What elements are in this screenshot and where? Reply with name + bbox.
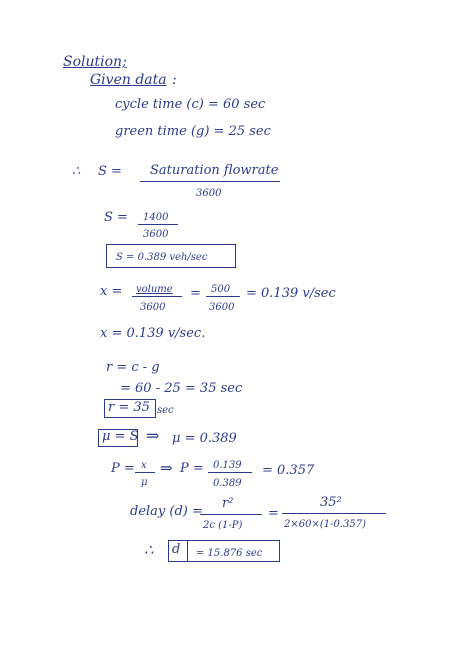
therefore-symbol: ∴ (72, 164, 81, 179)
given-data-colon: : (172, 72, 177, 88)
final-therefore-symbol: ∴ (144, 541, 154, 559)
mu-result: μ = 0.389 (172, 431, 237, 446)
mu-box-text: μ = S (102, 429, 139, 444)
p-calc-lhs-1: P = (111, 461, 135, 476)
p-calc-result: = 0.357 (262, 463, 315, 478)
saturation-numerator: Saturation flowrate (150, 163, 279, 178)
p-calc-fraction-line-2 (208, 472, 252, 473)
p-calc-numerator-1: x (141, 460, 147, 471)
x-calc-fraction-line-2 (206, 296, 240, 297)
s-calc-fraction-line (138, 224, 178, 225)
cycle-time-line: cycle time (c) = 60 sec (115, 97, 266, 112)
p-calc-denominator-2: 0.389 (213, 478, 242, 489)
delay-equals: = (268, 506, 279, 521)
delay-label: delay (d) = (130, 504, 203, 519)
x-calc-equals: = (190, 286, 201, 301)
x-calc-numerator-2: 500 (211, 284, 231, 295)
x-result-line: x = 0.139 v/sec. (100, 326, 206, 341)
s-calc-denominator: 3600 (143, 229, 169, 240)
given-data-heading: Given data (90, 72, 167, 88)
green-time-line: green time (g) = 25 sec (115, 124, 271, 139)
delay-denominator: 2c (1-P) (203, 520, 243, 531)
p-calc-numerator-2: 0.139 (213, 460, 242, 471)
saturation-denominator: 3600 (196, 188, 222, 199)
x-calc-fraction-line-1 (132, 296, 182, 297)
delay-numerator: r² (222, 496, 234, 511)
p-calc-lhs-2: P = (180, 461, 204, 476)
r-result-unit: sec (157, 405, 174, 416)
r-result-text: r = 35 (108, 400, 150, 415)
mu-arrow: ⇒ (146, 426, 160, 445)
r-calc-line-1: r = c - g (106, 360, 160, 375)
delay-fraction-line-2 (282, 513, 386, 514)
x-calc-denominator-1: 3600 (140, 302, 166, 313)
final-variable: d (172, 542, 181, 557)
saturation-lhs: S = (98, 164, 122, 179)
x-calc-result: = 0.139 v/sec (246, 286, 336, 301)
saturation-fraction-line (140, 181, 280, 182)
x-calc-lhs: x = (100, 284, 123, 299)
s-calc-numerator: 1400 (143, 212, 169, 223)
p-calc-denominator-1: μ (141, 477, 148, 488)
delay-denominator-2: 2×60×(1-0.357) (284, 519, 367, 530)
r-calc-line-2: = 60 - 25 = 35 sec (120, 381, 243, 396)
delay-fraction-line (200, 514, 262, 515)
x-calc-numerator-1: volume (136, 284, 173, 295)
s-calc-lhs: S = (104, 210, 128, 225)
p-calc-arrow: ⇒ (160, 459, 173, 477)
s-result-text: S = 0.389 veh/sec (116, 252, 208, 263)
p-calc-fraction-line-1 (135, 472, 155, 473)
x-calc-denominator-2: 3600 (209, 302, 235, 313)
final-value: = 15.876 sec (196, 548, 263, 559)
solution-heading: Solution; (63, 54, 127, 70)
delay-numerator-2: 35² (320, 495, 342, 510)
